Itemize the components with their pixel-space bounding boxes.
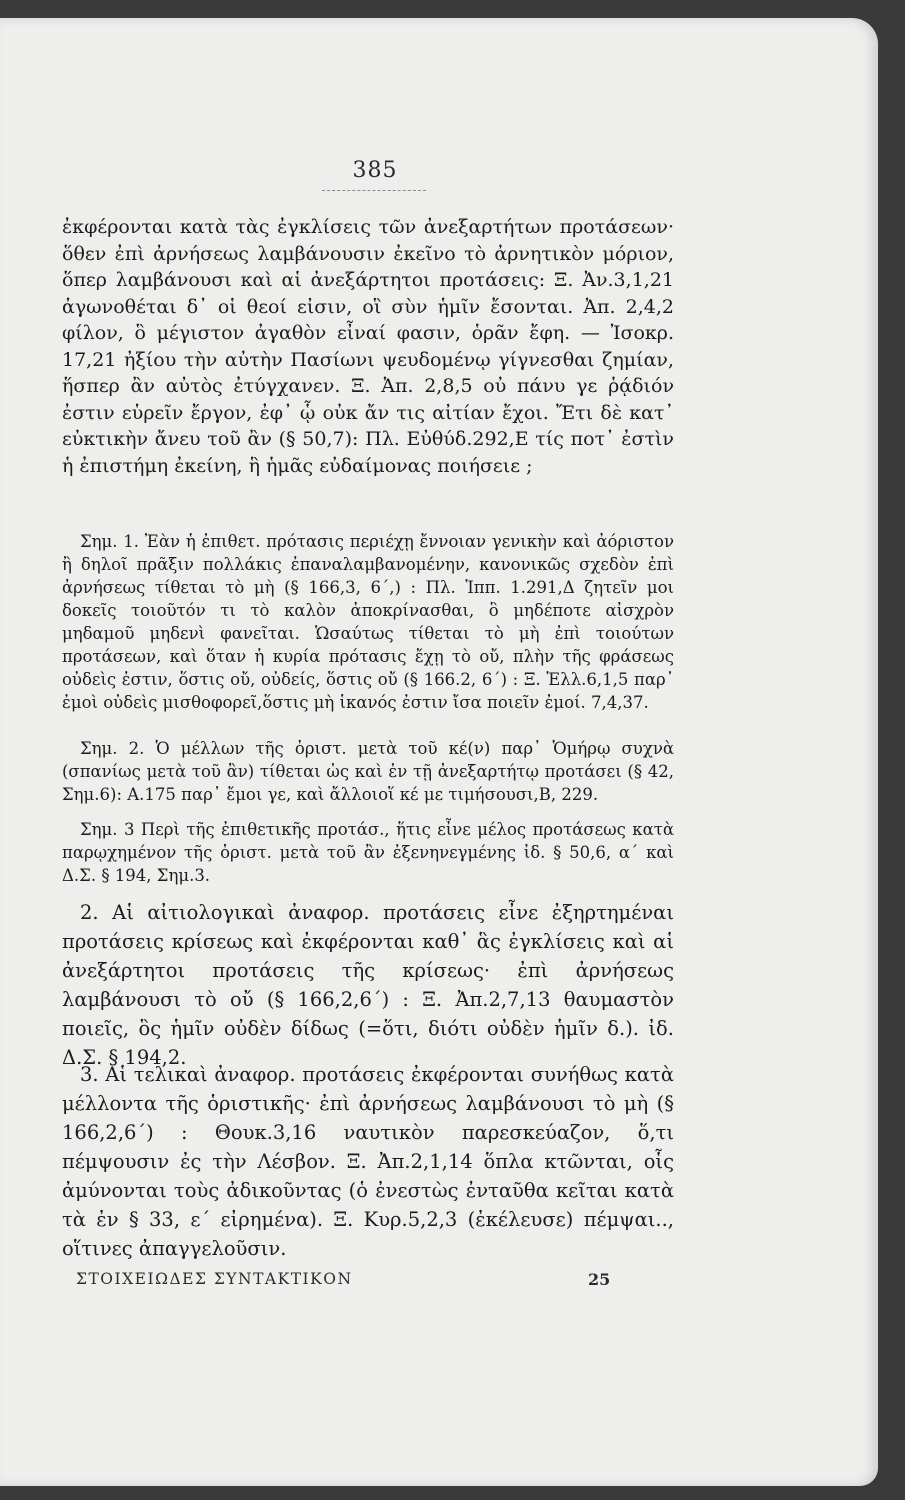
- page-number: 385: [352, 158, 398, 183]
- note-2: Σημ. 2. Ὁ μέλλων τῆς ὁριστ. μετὰ τοῦ κέ(ν) παρ᾽ Ὁμήρῳ συχνὰ (σπανίως μετὰ τοῦ ἂν) τίθεται ὡς καὶ ἐν τῇ ἀνεξαρτήτῳ προτάσει (§ 42, Σημ.6): Α.175 παρ᾽ ἔμοι γε, καὶ ἄλλοιοἵ κέ με τιμήσουσι,Β, 229.: [62, 739, 674, 804]
- page-number-rule: [322, 190, 426, 191]
- footer-book-title: ΣΤΟΙΧΕΙΩΔΕΣ ΣΥΝΤΑΚΤΙΚΟΝ: [76, 1270, 353, 1288]
- book-page: [0, 18, 878, 1486]
- main-paragraph: ἐκφέρονται κατὰ τὰς ἐγκλίσεις τῶν ἀνεξαρτήτων προτάσεων· ὅθεν ἐπὶ ἀρνήσεως λαμβάνουσιν ἐκεῖνο τὸ ἀρνητικὸν μόριον, ὅπερ λαμβάνουσι καὶ αἱ ἀνεξάρτητοι προτάσεις: Ξ. Ἀν.3,1,21 ἀγωνοθέται δ᾽ οἱ θεοί εἰσιν, οἳ σὺν ἡμῖν ἔσονται. Ἀπ. 2,4,2 φίλον, ὃ μέγιστον ἀγαθὸν εἶναί φασιν, ὁρᾶν ἔφη. — Ἰσοκρ. 17,21 ἠξίου τὴν αὐτὴν Πασίωνι ψευδομένῳ γίγνεσθαι ζημίαν, ἥσπερ ἂν αὐτὸς ἐτύγχανεν. Ξ. Ἀπ. 2,8,5 οὐ πάνυ γε ῥᾴδιόν ἐστιν εὑρεῖν ἔργον, ἐφ᾽ ᾧ οὐκ ἄν τις αἰτίαν ἔχοι. Ἔτι δὲ κατ᾽ εὐκτικὴν ἄνευ τοῦ ἂν (§ 50,7): Πλ. Εὐθύδ.292,Ε τίς ποτ᾽ ἐστὶν ἡ ἐπιστήμη ἐκείνη, ἣ ἡμᾶς εὐδαίμονας ποιήσειε ;: [62, 216, 674, 477]
- note-3: Σημ. 3 Περὶ τῆς ἐπιθετικῆς προτάσ., ἥτις εἶνε μέλος προτάσεως κατὰ παρῳχημένον τῆς ὁριστ. μετὰ τοῦ ἂν ἐξενηνεγμένης ἰδ. § 50,6, α΄ καὶ Δ.Σ. § 194, Σημ.3.: [62, 820, 674, 885]
- section-3-paragraph: 3. Αἱ τελικαὶ ἀναφορ. προτάσεις ἐκφέρονται συνήθως κατὰ μέλλοντα τῆς ὁριστικῆς· ἐπὶ ἀρνήσεως λαμβάνουσι τὸ μὴ (§ 166,2,6΄) : Θουκ.3,16 ναυτικὸν παρεσκεύαζον, ὅ,τι πέμψουσιν ἐς τὴν Λέσβον. Ξ. Ἀπ.2,1,14 ὅπλα κτῶνται, οἷς ἀμύνονται τοὺς ἀδικοῦντας (ὁ ἐνεστὼς ἐνταῦθα κεῖται κατὰ τὰ ἐν § 33, ε΄ εἰρημένα). Ξ. Κυρ.5,2,3 (ἐκέλευσε) πέμψαι.., οἵτινες ἀπαγγελοῦσιν.: [62, 1063, 674, 1260]
- section-2-paragraph: 2. Αἱ αἰτιολογικαὶ ἀναφορ. προτάσεις εἶνε ἐξηρτημέναι προτάσεις κρίσεως καὶ ἐκφέρονται καθ᾽ ἃς ἐγκλίσεις καὶ αἱ ἀνεξάρτητοι προτάσεις τῆς κρίσεως· ἐπὶ ἀρνήσεως λαμβάνουσι τὸ οὔ (§ 166,2,6΄) : Ξ. Ἀπ.2,7,13 θαυμαστὸν ποιεῖς, ὃς ἡμῖν οὐδὲν δίδως (=ὅτι, διότι οὐδὲν ἡμῖν δ.). ἰδ. Δ.Σ. § 194,2.: [62, 901, 674, 1069]
- footer-signature-mark: 25: [588, 1270, 611, 1289]
- note-1: Σημ. 1. Ἐὰν ἡ ἐπιθετ. πρότασις περιέχῃ ἔννοιαν γενικὴν καὶ ἀόριστον ἢ δηλοῖ πρᾶξιν πολλάκις ἐπαναλαμβανομένην, κανονικῶς σχεδὸν ἐπὶ ἀρνήσεως τίθεται τὸ μὴ (§ 166,3, 6΄,) : Πλ. Ἱππ. 1.291,Δ ζητεῖν μοι δοκεῖς τοιοῦτόν τι τὸ καλὸν ἀποκρίνασθαι, ὃ μηδέποτε αἰσχρὸν μηδαμοῦ μηδενὶ φανεῖται. Ὡσαύτως τίθεται τὸ μὴ ἐπὶ τοιούτων προτάσεων, καὶ ὅταν ἡ κυρία πρότασις ἔχῃ τὸ οὔ, πλὴν τῆς φράσεως οὐδεὶς ἐστιν, ὅστις οὔ, οὐδείς, ὅστις οὔ (§ 166.2, 6΄) : Ξ. Ἑλλ.6,1,5 παρ᾽ ἐμοὶ οὐδεὶς μισθοφορεῖ,ὅστις μὴ ἱκανός ἐστιν ἴσα ποιεῖν ἐμοί. 7,4,37.: [62, 532, 674, 712]
